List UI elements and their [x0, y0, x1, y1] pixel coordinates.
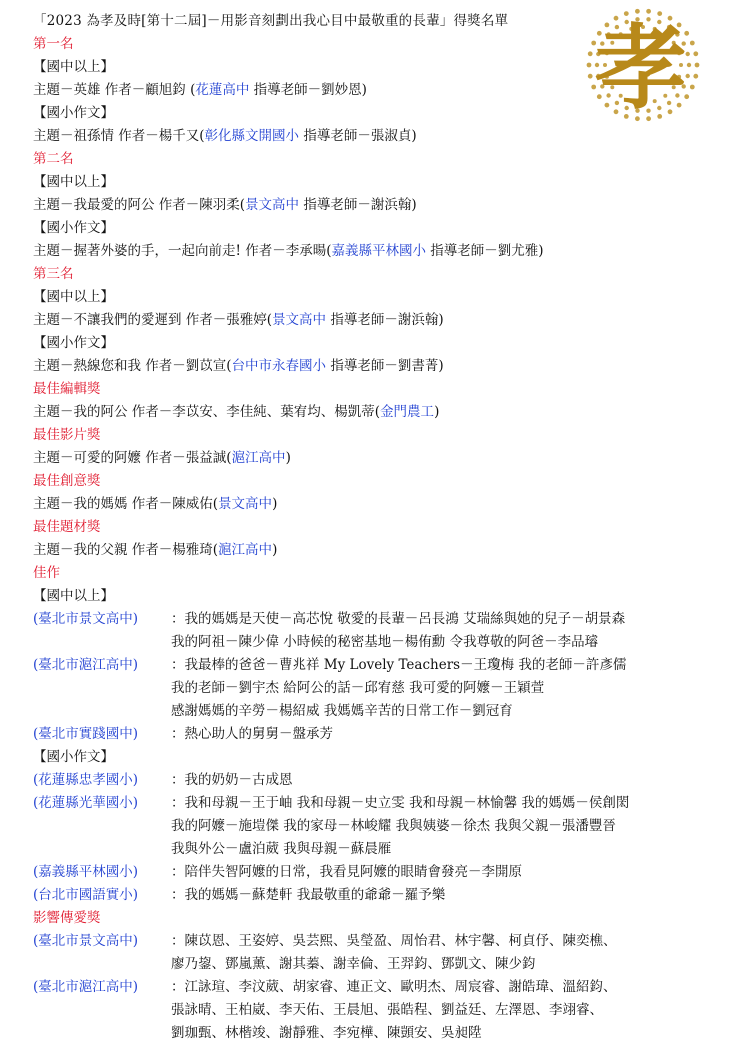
school-name: 景文高中	[272, 312, 327, 328]
award-entry: 主題－我最愛的阿公 作者－陳羽柔(景文高中 指導老師－謝浜翰)	[33, 197, 417, 213]
section-heading-merit: 佳作	[33, 565, 60, 581]
category-label: 【國小作文】	[33, 749, 114, 765]
school-works-row: (臺北市實踐國中) ：熱心助人的舅舅－盤承芳	[33, 723, 733, 746]
section-heading-topic: 最佳題材獎	[33, 519, 101, 535]
award-entry: 主題－我的阿公 作者－李苡安、李佳純、葉宥均、楊凱蒂(金門農工)	[33, 404, 440, 420]
school-works-row: 廖乃鋆、鄧嵐薰、謝其蓁、謝幸倫、王羿鈞、鄧凱文、陳少鈞	[171, 956, 536, 972]
school-name: 滬江高中	[218, 542, 273, 558]
section-heading-first: 第一名	[33, 36, 74, 52]
school-works-row: (臺北市景文高中) ：我的媽媽是天使－高芯悅 敬愛的長輩－呂長鴻 艾瑞絲與她的兒子－胡景森	[33, 608, 733, 631]
logo-dot	[635, 9, 640, 14]
school-works-row: 我的阿嬤－施塏傑 我的家母－林峻耀 我與姨婆－徐杰 我與父親－張潘豐晉	[171, 818, 616, 834]
school-works-row: 劉珈甄、林楷竣、謝靜雅、李宛樺、陳顗安、吳昶陞	[171, 1025, 482, 1041]
award-entry: 主題－可愛的阿嬤 作者－張益誠(滬江高中)	[33, 450, 291, 466]
section-heading-film: 最佳影片獎	[33, 427, 101, 443]
school-name: (台北市國語實小)	[33, 887, 139, 903]
school-works-row: (臺北市滬江高中) ：江詠瑄、李汶葳、胡家睿、連正文、歐明杰、周宸睿、謝皓瑋、溫紹鈞、	[33, 976, 733, 999]
school-works-row: 感謝媽媽的辛勞－楊紹威 我媽媽辛苦的日常工作－劉冠育	[171, 703, 513, 719]
logo-dot	[646, 9, 651, 14]
category-label: 【國小作文】	[33, 220, 114, 236]
category-label: 【國中以上】	[33, 174, 114, 190]
school-works-row: (台北市國語實小) ：我的媽媽－蘇楚軒 我最敬重的爺爺－羅予樂	[33, 884, 733, 907]
school-works-row: (花蓮縣忠孝國小) ：我的奶奶－古成恩	[33, 769, 733, 792]
school-name: 台中市永春國小	[231, 358, 327, 374]
logo-character: 孝	[594, 14, 688, 122]
category-label: 【國中以上】	[33, 289, 114, 305]
school-name: (臺北市滬江高中)	[33, 979, 139, 995]
section-heading-creative: 最佳創意獎	[33, 473, 101, 489]
school-works-row: (臺北市景文高中) ：陳苡恩、王姿婷、吳芸熙、吳瑩盈、周怡君、林宇馨、柯貞伃、陳奕樵、	[33, 930, 733, 953]
school-name: (臺北市景文高中)	[33, 611, 139, 627]
school-works-row: (花蓮縣光華國小) ：我和母親－王于岫 我和母親－史立雯 我和母親－林愉馨 我的媽媽－侯創閎	[33, 792, 733, 815]
school-works-row: (臺北市滬江高中) ：我最棒的爸爸－曹兆祥 My Lovely Teachers－王瓊梅 我的老師－許彥儒	[33, 654, 733, 677]
category-label: 【國中以上】	[33, 588, 114, 604]
school-works-row: (嘉義縣平林國小) ：陪伴失智阿嬤的日常，我看見阿嬤的眼睛會發亮－李開原	[33, 861, 733, 884]
school-works-row: 我的老師－劉宇杰 給阿公的話－邱宥慈 我可愛的阿嬤－王穎萱	[171, 680, 545, 696]
school-name: 景文高中	[245, 197, 300, 213]
award-entry: 主題－我的父親 作者－楊雅琦(滬江高中)	[33, 542, 278, 558]
school-name: (嘉義縣平林國小)	[33, 864, 139, 880]
section-heading-third: 第三名	[33, 266, 74, 282]
award-entry: 主題－熱線您和我 作者－劉苡宣(台中市永春國小 指導老師－劉書菁)	[33, 358, 444, 374]
section-heading-influence: 影響傳愛獎	[33, 910, 101, 926]
school-name: (臺北市滬江高中)	[33, 657, 139, 673]
award-content	[33, 33, 733, 1045]
category-label: 【國小作文】	[33, 335, 114, 351]
section-heading-editing: 最佳編輯獎	[33, 381, 101, 397]
school-name: 景文高中	[218, 496, 273, 512]
school-name: 金門農工	[380, 404, 435, 420]
document-title: 「2023 為孝及時[第十二屆]－用影音刻劃出我心目中最敬重的長輩」得獎名單	[33, 13, 509, 29]
school-name: (臺北市景文高中)	[33, 933, 139, 949]
award-entry: 主題－英雄 作者－顧旭鈞 (花蓮高中 指導老師－劉妙恩)	[33, 82, 367, 98]
school-name: 花蓮高中	[195, 82, 250, 98]
award-entry: 主題－握著外婆的手，一起向前走! 作者－李承暘(嘉義縣平林國小 指導老師－劉尤雅)	[33, 243, 544, 259]
school-name: 滬江高中	[231, 450, 286, 466]
school-name: 彰化縣文開國小	[204, 128, 300, 144]
section-heading-second: 第二名	[33, 151, 74, 167]
school-name: (花蓮縣光華國小)	[33, 795, 139, 811]
school-name: (臺北市實踐國中)	[33, 726, 139, 742]
award-entry: 主題－祖孫情 作者－楊千又(彰化縣文開國小 指導老師－張淑貞)	[33, 128, 417, 144]
category-label: 【國中以上】	[33, 59, 114, 75]
school-name: (花蓮縣忠孝國小)	[33, 772, 139, 788]
category-label: 【國小作文】	[33, 105, 114, 121]
school-works-row: 我的阿祖－陳少偉 小時候的秘密基地－楊侑勳 令我尊敬的阿爸－李品璿	[171, 634, 599, 650]
award-entry: 主題－不讓我們的愛遲到 作者－張雅婷(景文高中 指導老師－謝浜翰)	[33, 312, 444, 328]
school-works-row: 張詠晴、王柏崴、李天佑、王晨旭、張皓程、劉益廷、左澤恩、李翊睿、	[171, 1002, 603, 1018]
school-name: 嘉義縣平林國小	[331, 243, 426, 259]
school-works-row: 我與外公－盧泊葳 我與母親－蘇晨雁	[171, 841, 392, 857]
award-entry: 主題－我的媽媽 作者－陳威佑(景文高中)	[33, 496, 278, 512]
